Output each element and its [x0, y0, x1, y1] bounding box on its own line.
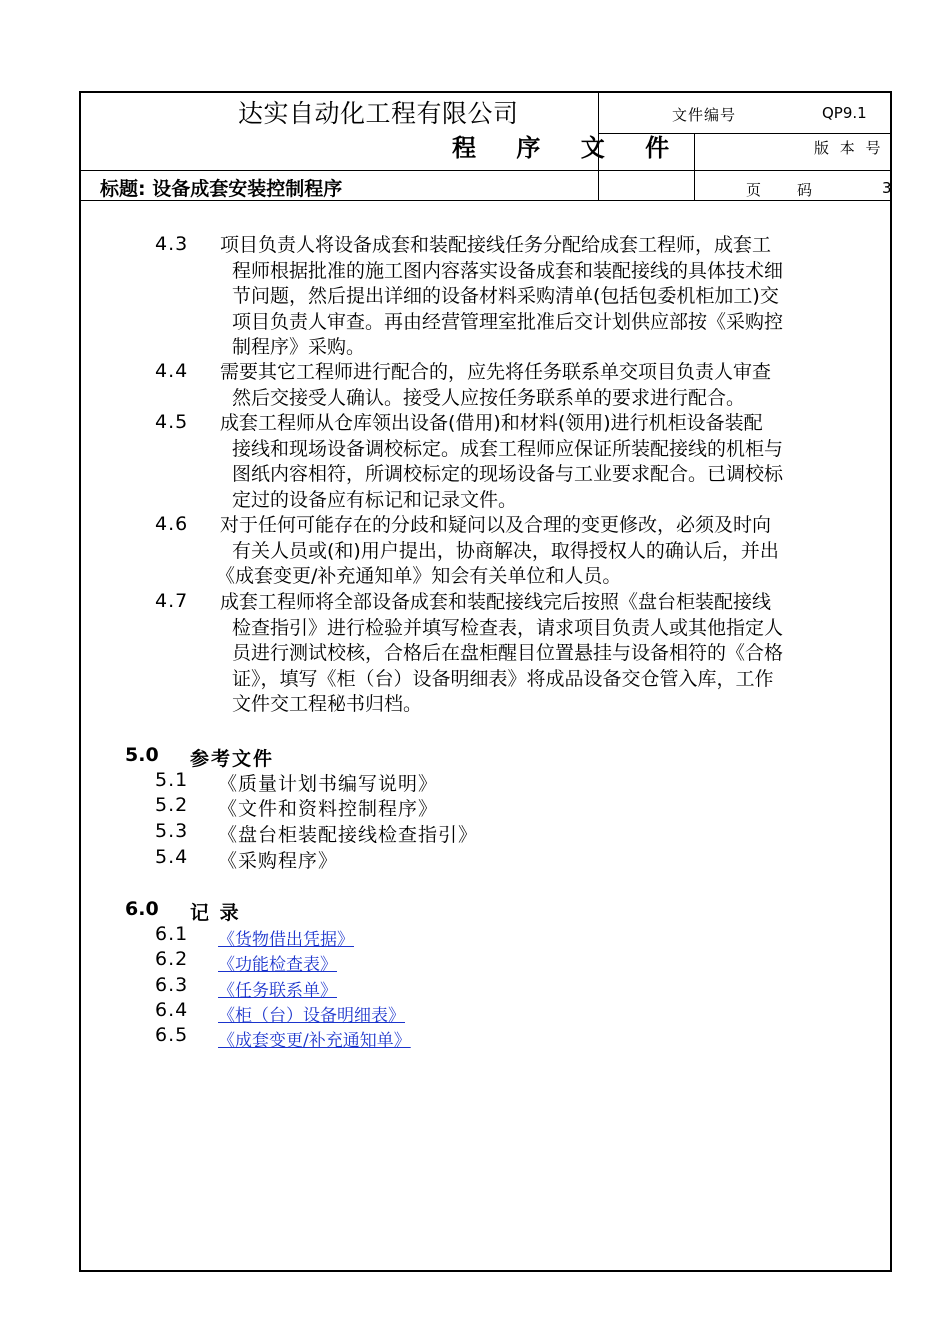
clause-line: 接线和现场设备调校标定。成套工程师应保证所装配接线的机柜与 — [232, 437, 784, 460]
clause-number: 4.7 — [155, 590, 189, 612]
clause-line: 文件交工程秘书归档。 — [232, 693, 423, 715]
ref-item: 《文件和资料控制程序》 — [218, 798, 439, 820]
clause-4-6 — [216, 513, 888, 590]
clause-line: 制程序》采购。 — [232, 336, 366, 358]
doc-no-value: QP9.1 — [822, 104, 867, 122]
clause-line: 项目负责人审查。再由经营管理室批准后交计划供应部按《采购控 — [232, 310, 784, 333]
ref-item: 《质量计划书编写说明》 — [218, 773, 439, 795]
record-number: 6.1 — [155, 923, 189, 945]
clause-line: 员进行测试校核，合格后在盘柜醒目位置悬挂与设备相符的《合格 — [232, 642, 784, 664]
record-number: 6.3 — [155, 974, 189, 996]
header-divider-v2 — [694, 133, 695, 200]
section-6-title: 记 录 — [190, 902, 241, 924]
clause-line: 成套工程师从仓库领出设备(借用)和材料(领用)进行机柜设备装配 — [220, 412, 763, 434]
clause-number: 4.3 — [155, 233, 189, 255]
section-5-title: 参考文件 — [190, 748, 275, 770]
section-6-number: 6.0 — [125, 898, 159, 920]
record-link[interactable]: 《功能检查表》 — [218, 955, 337, 975]
ref-item: 《盘台柜装配接线检查指引》 — [218, 824, 479, 846]
document-subject: 标题: 设备成套安装控制程序 — [100, 178, 343, 200]
clause-number: 4.4 — [155, 360, 189, 382]
clause-4-3 — [220, 233, 888, 361]
clause-line: 定过的设备应有标记和记录文件。 — [232, 488, 518, 511]
clause-number: 4.5 — [155, 411, 189, 433]
clause-line: 对于任何可能存在的分歧和疑问以及合理的变更修改，必须及时向 — [220, 514, 772, 536]
clause-number: 4.6 — [155, 513, 189, 535]
clause-line: 需要其它工程师进行配合的，应先将任务联系单交项目负责人审查 — [220, 361, 772, 383]
record-number: 6.4 — [155, 999, 189, 1021]
clause-line: 《成套变更/补充通知单》知会有关单位和人员。 — [216, 565, 622, 587]
clause-line: 然后交接受人确认。接受人应按任务联系单的要求进行配合。 — [232, 386, 746, 409]
record-link[interactable]: 《任务联系单》 — [218, 981, 337, 1001]
clause-line: 图纸内容相符，所调校标定的现场设备与工业要求配合。已调校标 — [232, 463, 784, 485]
ref-item: 《采购程序》 — [218, 850, 339, 872]
company-name: 达实自动化工程有限公司 — [238, 99, 519, 128]
clause-line: 证》，填写《柜（台）设备明细表》将成品设备交仓管入库，工作 — [232, 667, 774, 690]
record-link[interactable]: 《成套变更/补充通知单》 — [218, 1031, 411, 1051]
clause-line: 节问题，然后提出详细的设备材料采购清单(包括包委机柜加工)交 — [232, 285, 779, 307]
clause-4-4 — [220, 360, 888, 411]
document-type: 程 序 文 件 — [452, 133, 686, 162]
record-number: 6.5 — [155, 1024, 189, 1046]
clause-line: 程师根据批准的施工图内容落实设备成套和装配接线的具体技术细 — [232, 259, 784, 282]
record-link[interactable]: 《柜（台）设备明细表》 — [218, 1006, 405, 1026]
version-label: 版 本 号 — [814, 139, 884, 157]
ref-number: 5.4 — [155, 846, 189, 868]
record-link[interactable]: 《货物借出凭据》 — [218, 930, 354, 950]
clause-line: 成套工程师将全部设备成套和装配接线完后按照《盘台柜装配接线 — [220, 591, 772, 613]
clause-line: 检查指引》进行检验并填写检查表，请求项目负责人或其他指定人 — [232, 616, 784, 639]
clause-line: 项目负责人将设备成套和装配接线任务分配给成套工程师，成套工 — [220, 234, 772, 256]
clause-4-7 — [220, 590, 888, 718]
ref-number: 5.2 — [155, 794, 189, 816]
page-value: 3 — [882, 179, 892, 197]
doc-no-label: 文件编号 — [672, 106, 737, 124]
clause-line: 有关人员或(和)用户提出，协商解决，取得授权人的确认后，并出 — [232, 539, 779, 562]
clause-4-5 — [220, 411, 888, 513]
header-divider-h2 — [80, 170, 891, 171]
ref-number: 5.1 — [155, 769, 189, 791]
record-number: 6.2 — [155, 948, 189, 970]
page-label: 页 码 — [746, 181, 815, 199]
ref-number: 5.3 — [155, 820, 189, 842]
section-5-number: 5.0 — [125, 744, 159, 766]
